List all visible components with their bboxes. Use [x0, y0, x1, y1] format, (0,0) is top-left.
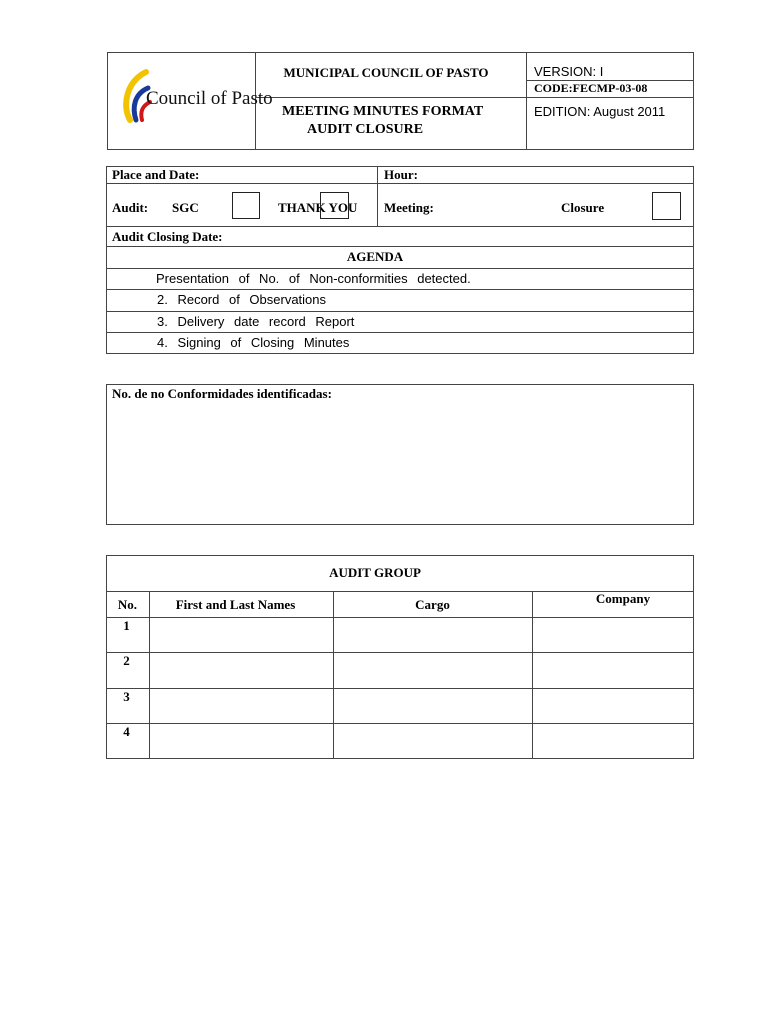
- cargo-cell-2[interactable]: [334, 653, 531, 687]
- nonconformities-box[interactable]: [106, 384, 694, 525]
- agenda-title: AGENDA: [346, 249, 404, 264]
- audit-label: Audit:: [112, 200, 149, 215]
- row-line: [106, 311, 694, 312]
- header-company: Company: [595, 591, 651, 606]
- hour-label: Hour:: [384, 167, 418, 182]
- cargo-cell-3[interactable]: [334, 689, 531, 722]
- audit-group-title: AUDIT GROUP: [329, 565, 421, 580]
- place-date-label: Place and Date:: [112, 167, 200, 182]
- row-number: 2: [123, 653, 130, 668]
- row-line: [106, 246, 694, 247]
- logo-text: Council of Pasto: [146, 88, 273, 109]
- row-line: [106, 183, 694, 184]
- agenda-item: Presentation of No. of Non-conformities detected.: [156, 271, 471, 286]
- form-title-line1: MEETING MINUTES FORMAT: [282, 104, 484, 119]
- company-cell-4[interactable]: [533, 724, 693, 758]
- row-number: 3: [123, 689, 130, 704]
- company-cell-3[interactable]: [533, 689, 693, 722]
- name-cell-3[interactable]: [150, 689, 332, 722]
- agenda-item: 4. Signing of Closing Minutes: [157, 335, 350, 350]
- row-line: [106, 268, 694, 269]
- company-cell-1[interactable]: [533, 618, 693, 652]
- name-cell-4[interactable]: [150, 724, 332, 758]
- meeting-label: Meeting:: [384, 200, 434, 215]
- code-label: CODE:FECMP-03-08: [534, 81, 648, 95]
- thank-you-checkbox[interactable]: [320, 192, 349, 219]
- header-names: First and Last Names: [175, 597, 296, 612]
- row-line: [106, 226, 694, 227]
- sgc-checkbox[interactable]: [232, 192, 260, 219]
- cargo-cell-4[interactable]: [334, 724, 531, 758]
- organization-name: MUNICIPAL COUNCIL OF PASTO: [283, 65, 489, 80]
- company-cell-2[interactable]: [533, 653, 693, 687]
- sgc-label: SGC: [172, 200, 199, 215]
- header-divider-2: [526, 52, 527, 150]
- nonconformities-label: No. de no Conformidades identificadas:: [112, 386, 332, 401]
- row-line: [106, 289, 694, 290]
- row-number: 4: [123, 724, 130, 739]
- header-mid-line: [255, 97, 526, 98]
- version-label: VERSION: I: [534, 64, 604, 79]
- col-line: [377, 166, 378, 226]
- cargo-cell-1[interactable]: [334, 618, 531, 652]
- closure-checkbox[interactable]: [652, 192, 681, 220]
- header-cargo: Cargo: [415, 597, 450, 612]
- code-line: [526, 97, 694, 98]
- name-cell-2[interactable]: [150, 653, 332, 687]
- header-no: No.: [117, 597, 138, 612]
- edition-label: EDITION: August 2011: [534, 104, 666, 119]
- agenda-item: 3. Delivery date record Report: [157, 314, 355, 329]
- closure-label: Closure: [561, 200, 605, 215]
- closing-date-label: Audit Closing Date:: [112, 229, 223, 244]
- row-line: [106, 332, 694, 333]
- council-logo: [120, 68, 273, 124]
- form-title-line2: AUDIT CLOSURE: [307, 122, 424, 137]
- name-cell-1[interactable]: [150, 618, 332, 652]
- thank-you-label: THANK YOU: [278, 200, 358, 215]
- row-number: 1: [123, 618, 130, 633]
- agenda-item: 2. Record of Observations: [157, 292, 327, 307]
